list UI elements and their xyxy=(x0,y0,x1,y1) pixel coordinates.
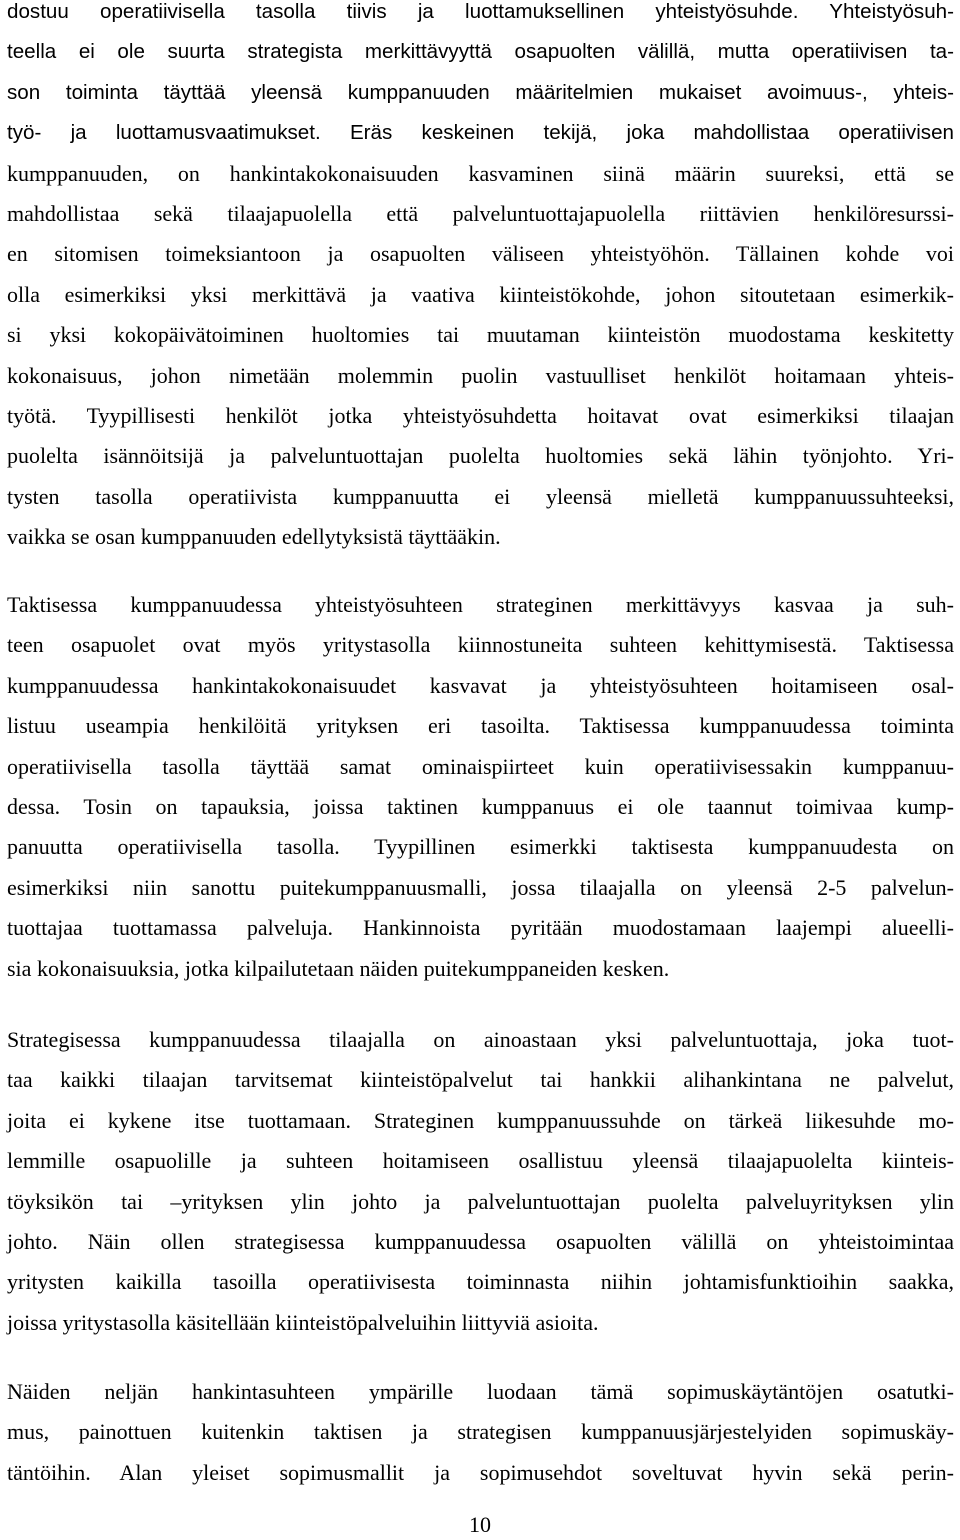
text-line: dostuu operatiivisella tasolla tiivis ja luottamuksellinen yhteistyösuhde. Yhteistyösuh- xyxy=(7,0,954,23)
paragraph-3 xyxy=(7,1020,954,1343)
text-line: panuutta operatiivisella tasolla. Tyypillinen esimerkki taktisesta kumppanuudesta on xyxy=(7,834,954,860)
text-line: listuu useampia henkilöitä yrityksen eri tasoilta. Taktisessa kumppanuudessa toiminta xyxy=(7,713,954,739)
text-line: joissa yritystasolla käsitellään kiinteistöpalveluihin liittyviä asioita. xyxy=(7,1309,599,1335)
text-line: yritysten kaikilla tasoilla operatiivisesta toiminnasta niihin johtamisfunktioihin saakka, xyxy=(7,1269,954,1295)
paragraph-4 xyxy=(7,1372,954,1493)
paragraph-1-serif-block xyxy=(7,154,954,558)
text-line: mus, painottuen kuitenkin taktisen ja strategisen kumppanuusjärjestelyiden sopimuskäy- xyxy=(7,1419,954,1445)
text-line: olla esimerkiksi yksi merkittävä ja vaativa kiinteistökohde, johon sitoutetaan esimerkik- xyxy=(7,281,954,307)
text-line: johto. Näin ollen strategisessa kumppanuudessa osapuolten välillä on yhteistoimintaa xyxy=(7,1228,954,1254)
text-line: Taktisessa kumppanuudessa yhteistyösuhteen strateginen merkittävyys kasvaa ja suh- xyxy=(7,592,954,617)
text-line: kumppanuuden, on hankintakokonaisuuden kasvaminen siinä määrin suureksi, että se xyxy=(7,160,954,186)
text-line: puolelta isännöitsijä ja palveluntuottajan puolelta huoltomies sekä lähin työnjohto. Yri- xyxy=(7,443,954,469)
text-line: si yksi kokopäivätoiminen huoltomies tai muutaman kiinteistön muodostama keskitetty xyxy=(7,322,954,348)
text-line: dessa. Tosin on tapauksia, joissa taktinen kumppanuus ei ole taannut toimivaa kump- xyxy=(7,793,954,819)
text-line: kumppanuudessa hankintakokonaisuudet kasvavat ja yhteistyösuhteen hoitamiseen osal- xyxy=(7,672,954,698)
paragraph-2 xyxy=(7,585,954,989)
text-line: tysten tasolla operatiivista kumppanuutta ei yleensä mielletä kumppanuussuhteeksi, xyxy=(7,483,954,509)
text-line: son toiminta täyttää yleensä kumppanuuden määritelmien mukaiset avoimuus-, yhteis- xyxy=(7,80,954,104)
text-line: sia kokonaisuuksia, jotka kilpailutetaan näiden puitekumppaneiden kesken. xyxy=(7,955,670,981)
paragraph-1-sans-block xyxy=(7,0,954,154)
text-line: joita ei kykene itse tuottamaan. Strateginen kumppanuussuhde on tärkeä liikesuhde mo- xyxy=(7,1107,954,1133)
text-line: täntöihin. Alan yleiset sopimusmallit ja sopimusehdot soveltuvat hyvin sekä perin- xyxy=(7,1459,954,1485)
text-line: kokonaisuus, johon nimetään molemmin puolin vastuulliset henkilöt hoitamaan yhteis- xyxy=(7,362,954,388)
text-line: esimerkiksi niin sanottu puitekumppanuusmalli, jossa tilaajalla on yleensä 2-5 palvelun- xyxy=(7,874,954,900)
text-line: Näiden neljän hankintasuhteen ympärille luodaan tämä sopimuskäytäntöjen osatutki- xyxy=(7,1379,954,1404)
text-line: työ- ja luottamusvaatimukset. Eräs keskeinen tekijä, joka mahdollistaa operatiivisen xyxy=(7,121,954,145)
text-line: operatiivisella tasolla täyttää samat ominaispiirteet kuin operatiivisessakin kumppanuu- xyxy=(7,753,954,779)
paragraph-1 xyxy=(7,0,954,557)
text-line: teella ei ole suurta strategista merkittävyyttä osapuolten välillä, mutta operatiivisen ta- xyxy=(7,40,954,64)
text-line: Strategisessa kumppanuudessa tilaajalla on ainoastaan yksi palveluntuottaja, joka tuot- xyxy=(7,1027,954,1052)
text-line: vaikka se osan kumppanuuden edellytyksistä täyttääkin. xyxy=(7,524,501,550)
text-line: tuottajaa tuottamassa palveluja. Hankinnoista pyritään muodostamaan laajempi alueelli- xyxy=(7,915,954,941)
text-line: työtä. Tyypillisesti henkilöt jotka yhteistyösuhdetta hoitavat ovat esimerkiksi tilaajan xyxy=(7,402,954,428)
text-line: en sitomisen toimeksiantoon ja osapuolten väliseen yhteistyöhön. Tällainen kohde voi xyxy=(7,241,954,267)
text-line: taa kaikki tilaajan tarvitsemat kiinteistöpalvelut tai hankkii alihankintana ne palvelut, xyxy=(7,1067,954,1093)
text-line: lemmille osapuolille ja suhteen hoitamiseen osallistuu yleensä tilaajapuolelta kiinteis- xyxy=(7,1148,954,1174)
text-line: teen osapuolet ovat myös yritystasolla kiinnostuneita suhteen kehittymisestä. Taktisessa xyxy=(7,632,954,658)
text-line: mahdollistaa sekä tilaajapuolella että palveluntuottajapuolella riittävien henkilöresurssi- xyxy=(7,200,954,226)
page-number: 10 xyxy=(469,1512,491,1537)
text-line: töyksikön tai –yrityksen ylin johto ja palveluntuottajan puolelta palveluyrityksen ylin xyxy=(7,1188,954,1214)
